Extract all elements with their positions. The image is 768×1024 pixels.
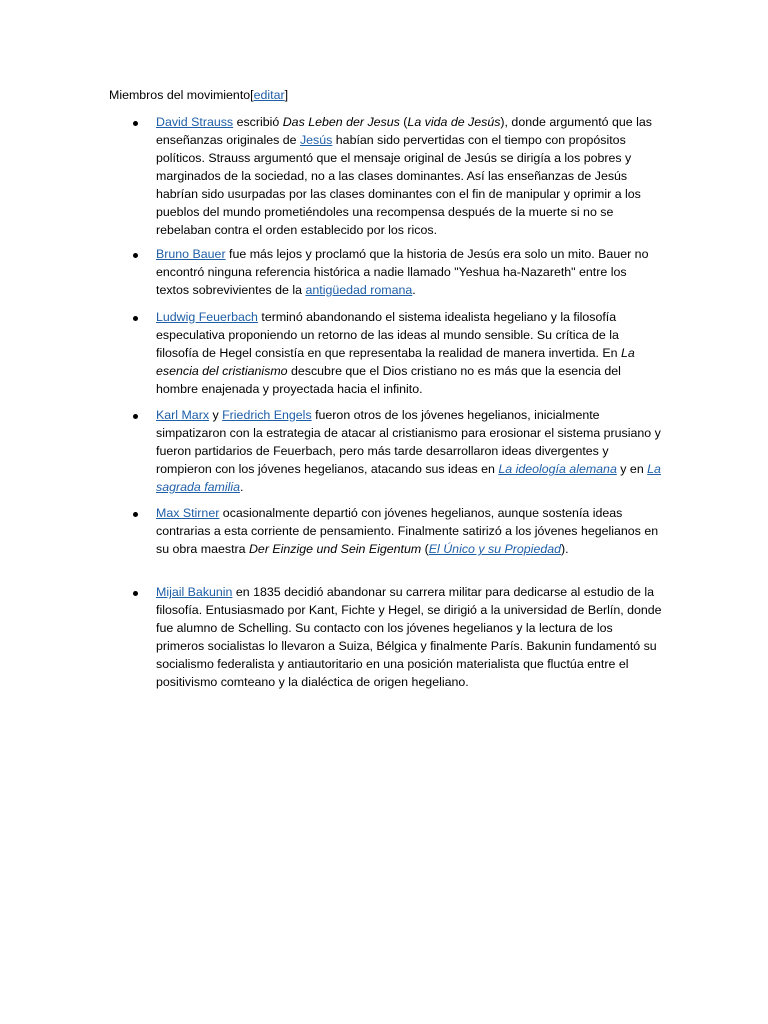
list-item-text	[156, 406, 662, 496]
list-item-text	[156, 504, 662, 558]
inline-link[interactable]: Jesús	[299, 133, 333, 147]
section-heading-text: Miembros del movimiento	[109, 88, 251, 102]
text-run: fueron otros de los jóvenes hegelianos, inicialmente simpatizaron con la estrategia de atacar al cristianismo para erosionar el sistema prusiano y fueron partidarios de Feuerbach, pero más tarde desarrollaron ideas divergentes y rompieron con los jóvenes hegelianos, atacando sus ideas en	[156, 408, 661, 476]
bullet	[133, 414, 138, 419]
bullet	[133, 316, 138, 321]
inline-link[interactable]: Max Stirner	[156, 506, 220, 520]
inline-link[interactable]: La sagrada familia	[156, 462, 661, 494]
inline-link[interactable]: Karl Marx	[156, 408, 210, 422]
inline-link[interactable]: Friedrich Engels	[222, 408, 312, 422]
inline-link[interactable]: El Único y su Propiedad	[428, 542, 562, 556]
text-run: fue más lejos y proclamó que la historia de Jesús era solo un mito. Bauer no encontró ninguna referencia histórica a nadie llamado "Yeshua ha-Nazareth" entre los textos sobrevivientes de la	[156, 247, 649, 297]
text-run: y en	[616, 462, 648, 476]
list-item-text	[156, 245, 662, 299]
text-run: (	[421, 542, 429, 556]
text-run: descubre que el Dios cristiano no es más que la esencia del hombre enajenada y proyectada hacia el infinito.	[156, 364, 621, 396]
bullet	[133, 512, 138, 517]
text-run: habían sido pervertidas con el tiempo con propósitos políticos. Strauss argumentó que el mensaje original de Jesús se dirigía a los pobres y marginados de la sociedad, no a las clases dominantes. Así las enseñanzas de Jesús habrían sido usurpadas por las clases dominantes con el fin de manipular y oprimir a los pueblos del mundo prometiéndoles una recompensa después de la muerte si no se rebelaban contra el orden establecido por los ricos.	[156, 133, 641, 237]
inline-link[interactable]: Ludwig Feuerbach	[156, 310, 258, 324]
section-heading	[109, 86, 288, 104]
text-run: .	[240, 480, 244, 494]
text-run: en 1835 decidió abandonar su carrera militar para dedicarse al estudio de la filosofía. Entusiasmado por Kant, Fichte y Hegel, se dirigió a la universidad de Berlín, donde fue alumno de Schelling. Su contacto con los jóvenes hegelianos y la lectura de los primeros socialistas lo llevaron a Suiza, Bélgica y finalmente París. Bakunin fundamentó su socialismo federalista y antiautoritario en una posición materialista que fluctúa entre el positivismo comteano y la dialéctica de origen hegeliano.	[156, 585, 662, 689]
italic-text: Das Leben der Jesus	[282, 115, 400, 129]
edit-bracket-open: [	[250, 88, 254, 102]
list-item-text	[156, 113, 662, 239]
text-run: ), donde argumentó que las enseñanzas originales de	[156, 115, 652, 147]
text-run: (	[399, 115, 408, 129]
inline-link[interactable]: La ideología alemana	[498, 462, 617, 476]
text-run: ocasionalmente departió con jóvenes hegelianos, aunque sostenía ideas contrarias a esta corriente de pensamiento. Finalmente satirizó a los jóvenes hegelianos en su obra maestra	[156, 506, 659, 556]
edit-link[interactable]: editar	[253, 88, 285, 102]
text-run: terminó abandonando el sistema idealista hegeliano y la filosofía especulativa proponiendo un retorno de las ideas al mundo sensible. Su crítica de la filosofía de Hegel consistía en que representaba la realidad de manera invertida. En	[156, 310, 621, 360]
inline-link[interactable]: Bruno Bauer	[156, 247, 226, 261]
italic-text: Der Einzige und Sein Eigentum	[248, 542, 422, 556]
inline-link[interactable]: antigüedad romana	[305, 283, 413, 297]
inline-link[interactable]: David Strauss	[156, 115, 234, 129]
list-item-text	[156, 583, 662, 691]
edit-bracket-close: ]	[284, 88, 289, 102]
italic-text: La vida de Jesús	[407, 115, 501, 129]
italic-text: La esencia del cristianismo	[156, 346, 635, 378]
bullet	[133, 591, 138, 596]
text-run: escribió	[233, 115, 283, 129]
text-run: ).	[561, 542, 569, 556]
bullet	[133, 253, 138, 258]
bullet	[133, 121, 138, 126]
inline-link[interactable]: Mijail Bakunin	[156, 585, 233, 599]
text-run: y	[209, 408, 223, 422]
text-run: .	[412, 283, 416, 297]
list-item-text	[156, 308, 662, 398]
